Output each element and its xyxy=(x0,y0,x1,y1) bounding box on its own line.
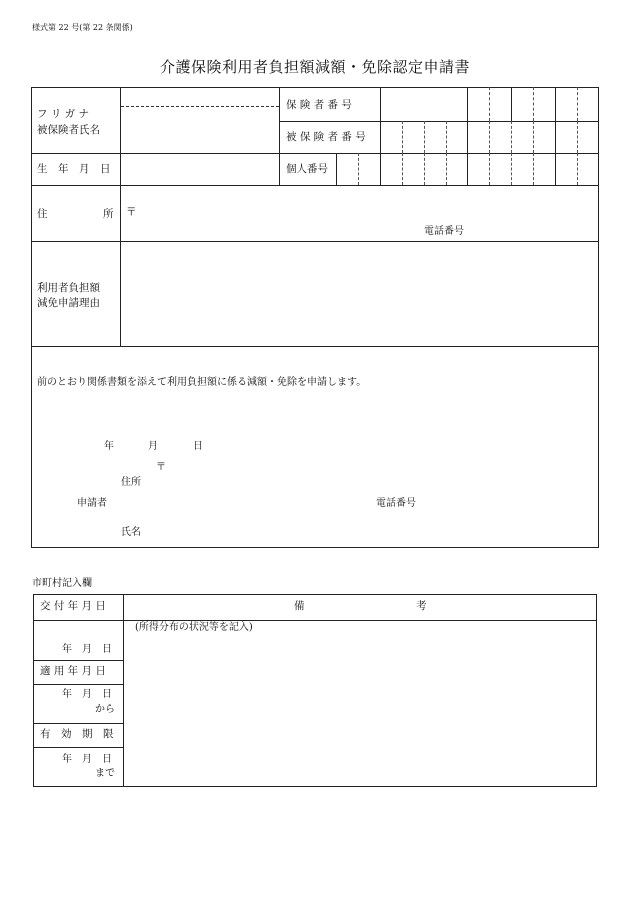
reason-label: 減免申請理由 xyxy=(37,297,100,309)
validity-label: 有 効 期 限 xyxy=(40,728,114,740)
applicant-label: 申請者 xyxy=(77,498,107,509)
remarks-label: 備 xyxy=(294,600,305,612)
reason-label: 利用者負担額 xyxy=(37,282,100,294)
postal-mark: 〒 xyxy=(126,206,137,218)
municipal-section-title: 市町村記入欄 xyxy=(32,578,92,589)
validity-value: 年 月 日 xyxy=(62,754,112,765)
furigana-label: フ リ ガ ナ xyxy=(37,108,90,120)
label-column-divider xyxy=(120,87,121,346)
address-label: 所 xyxy=(103,208,114,220)
column-divider xyxy=(380,87,381,153)
issue-date-value: 年 月 日 xyxy=(62,644,112,655)
address-field[interactable] xyxy=(140,189,595,239)
personal-number-label: 個人番号 xyxy=(286,163,328,175)
insured-name-label: 被保険者氏名 xyxy=(37,124,100,136)
from-label: から xyxy=(95,704,115,715)
row-divider xyxy=(279,121,599,122)
row-divider xyxy=(31,241,599,242)
applicant-name-label: 氏名 xyxy=(121,527,141,538)
address-label: 住 xyxy=(37,208,48,220)
row-divider xyxy=(31,185,599,186)
date-day-label: 日 xyxy=(193,441,203,452)
postal-mark: 〒 xyxy=(156,462,166,473)
remarks-label: 考 xyxy=(416,600,427,612)
row-divider xyxy=(31,153,599,154)
until-label: まで xyxy=(95,768,115,779)
reason-field[interactable] xyxy=(122,243,598,345)
page-title: 介護保険利用者負担額減額・免除認定申請書 xyxy=(159,58,470,76)
insured-number-label: 被 保 険 者 番 号 xyxy=(286,131,366,143)
issue-date-label: 交 付 年 月 日 xyxy=(40,600,106,612)
form-number: 様式第 22 号(第 22 条関係) xyxy=(32,23,133,32)
column-divider xyxy=(123,594,124,787)
applicant-phone-label: 電話番号 xyxy=(376,498,416,509)
column-divider xyxy=(279,87,280,185)
phone-label: 電話番号 xyxy=(424,226,464,237)
applicant-address-label: 住所 xyxy=(121,477,141,488)
row-divider xyxy=(33,684,123,685)
date-month-label: 月 xyxy=(148,441,158,452)
insurer-number-field[interactable] xyxy=(382,89,598,120)
birthdate-label: 生 年 月 日 xyxy=(37,163,111,175)
apply-date-value: 年 月 日 xyxy=(62,689,112,700)
insurer-number-label: 保 険 者 番 号 xyxy=(286,99,352,111)
declaration-statement: 前のとおり関係書類を添えて利用負担額に係る減額・免除を申請します。 xyxy=(37,377,367,388)
row-divider xyxy=(31,346,599,347)
row-divider xyxy=(33,747,123,748)
row-divider xyxy=(33,660,123,661)
date-year-label: 年 xyxy=(104,441,114,452)
row-divider xyxy=(33,620,597,621)
insured-name-field[interactable] xyxy=(122,108,278,152)
furigana-divider xyxy=(121,106,279,107)
birthdate-field[interactable] xyxy=(122,155,278,184)
personal-number-field[interactable] xyxy=(338,155,598,184)
column-divider xyxy=(336,153,337,185)
remarks-field[interactable] xyxy=(125,636,595,785)
furigana-field[interactable] xyxy=(122,89,278,105)
remarks-note: (所得分布の状況等を記入) xyxy=(135,622,253,633)
row-divider xyxy=(33,723,123,724)
apply-date-label: 適 用 年 月 日 xyxy=(40,665,106,677)
insured-number-field[interactable] xyxy=(382,123,598,152)
